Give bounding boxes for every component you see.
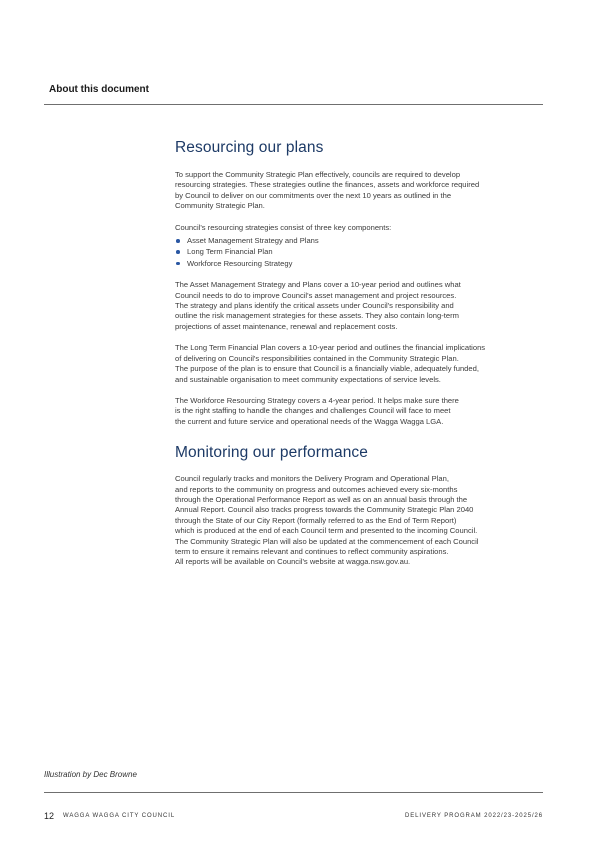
list-item (175, 258, 547, 269)
section-label: About this document (49, 84, 149, 95)
main-content (175, 139, 547, 568)
bullet-icon (176, 250, 180, 254)
list-item (175, 246, 547, 257)
list-item-text: Long Term Financial Plan (187, 247, 273, 257)
page-number: 12 (44, 811, 55, 821)
footer-document-title: DELIVERY PROGRAM 2022/23-2025/26 (405, 813, 543, 819)
monitoring-paragraph: Council regularly tracks and monitors the Delivery Program and Operational Plan, and reports to the community on progress and outcomes achieved every six-months through the Operational Performance Report as well as on an annual basis through the Annual Report. Council also tracks progress towards the Community Strategic Plan 2040 through the State of our City Report (formally referred to as the End of Term Report) which is produced at the end of each Council term and presented to the incoming Council. The Community Strategic Plan will also be updated at the commencement of each Council term to ensure it remains relevant and continues to reflect community aspirations. All reports will be available on Council's website at wagga.nsw.gov.au. (175, 474, 479, 567)
components-lead: Council's resourcing strategies consist of three key components: (175, 222, 392, 232)
footer-divider (44, 792, 543, 793)
financial-plan-paragraph: The Long Term Financial Plan covers a 10-year period and outlines the financial implications of delivering on Council's responsibilities contained in the Community Strategic Plan. The purpose of the plan is to ensure that Council is a financially viable, adequately funded, and sustainable organisation to meet community expectations of service levels. (175, 343, 486, 384)
monitoring-heading: Monitoring our performance (175, 444, 368, 462)
components-list (175, 235, 547, 269)
list-item-text: Workforce Resourcing Strategy (187, 258, 293, 268)
bullet-icon (176, 239, 180, 243)
illustration-credit: Illustration by Dec Browne (44, 770, 137, 779)
bullet-icon (176, 262, 180, 266)
list-item (175, 235, 547, 246)
resourcing-intro: To support the Community Strategic Plan effectively, councils are required to develop resourcing strategies. These strategies outline the finances, assets and workforce required by Council to deliver on our commitments over the next 10 years as outlined in the Community Strategic Plan. (175, 170, 480, 211)
header-divider (44, 104, 543, 105)
resourcing-heading: Resourcing our plans (175, 139, 324, 156)
list-item-text: Asset Management Strategy and Plans (187, 236, 319, 246)
workforce-paragraph: The Workforce Resourcing Strategy covers a 4-year period. It helps make sure there is the right staffing to handle the changes and challenges Council will face to meet the current and future service and operational needs of the Wagga Wagga LGA. (175, 395, 459, 426)
footer-organisation: WAGGA WAGGA CITY COUNCIL (63, 813, 176, 819)
asset-management-paragraph: The Asset Management Strategy and Plans cover a 10-year period and outlines what Council needs to do to improve Council's asset management and project resources. The strategy and plans identify the critical assets under Council's responsibility and outline the risk management strategies for these assets. They also contain long-term projections of asset maintenance, renewal and replacement costs. (175, 280, 461, 331)
